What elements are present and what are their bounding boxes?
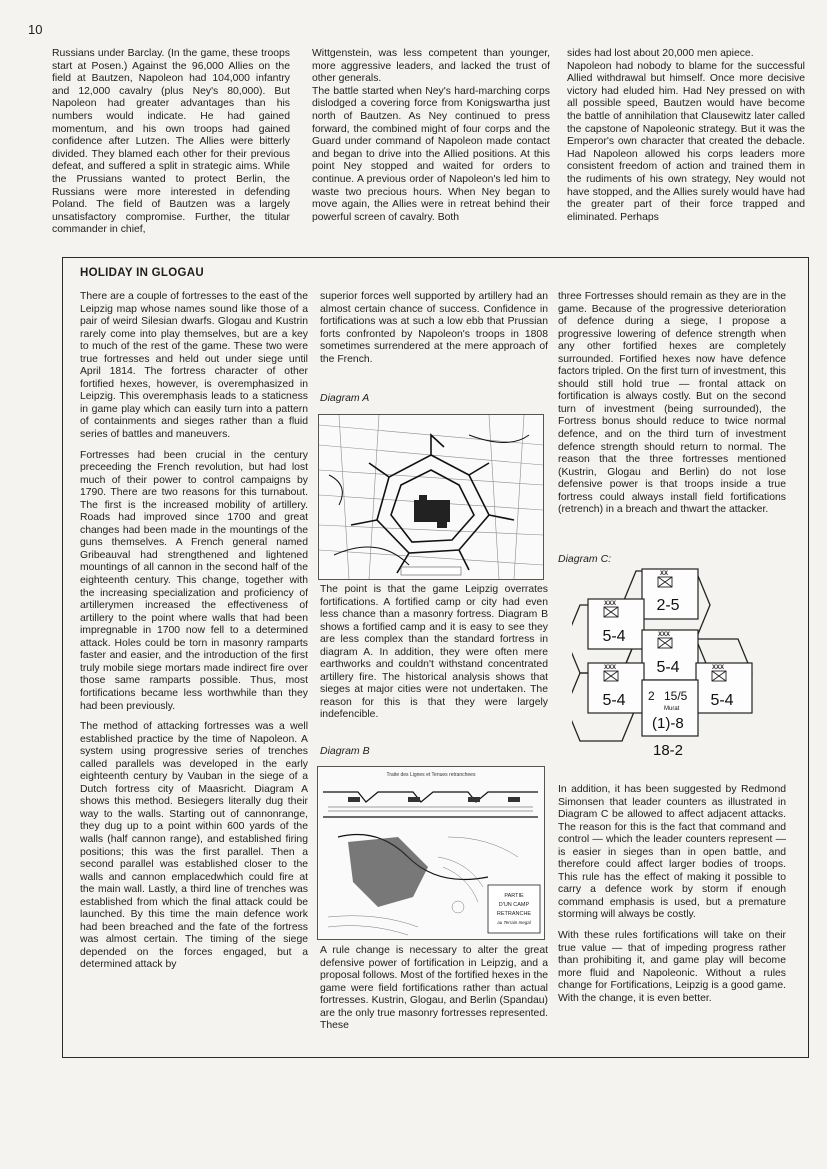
counter-strength: 5-4 (710, 692, 734, 709)
paragraph: sides had lost about 20,000 men apiece. Napoleon had nobody to blame for the successful Allied withdrawal but himself. Once more decisive victory had eluded him. Had Ney pressed on with all possible speed, Bautzen would have become the battle of annihilation that Clausewitz later called the capstone of Napoleonic strategy. But it was the Emperor's own character that created the debacle. Had Napoleon allowed his corps leaders more consistent freedom of action and trained them in the rudiments of his own strategy, Ney would not have stopped, and the Allies surely would have had the greater part of their force trapped and eliminated. Perhaps (567, 48, 805, 223)
counter-strength: 18-2 (652, 742, 684, 759)
page-number: 10 (28, 22, 43, 37)
cartouche-line: RETRANCHE (496, 911, 532, 917)
paragraph: A rule change is necessary to alter the great defensive power of fortification in Leipzig, and a proposal follows. Most of the fortified hexes in the game were field fortifications rather than actual fortresses. Kustrin, Glogau, and Berlin (Spandau) are the only true masonry fortresses represented. These (320, 945, 548, 1032)
cartouche-line: au Terrain Inegal (497, 920, 531, 925)
cartouche-line: D'UN CAMP (498, 902, 530, 908)
paragraph: In addition, it has been suggested by Redmond Simonsen that leader counters as illustrated in Diagram C be allowed to affect adjacent attacks. The reason for this is the fact that command and control — which the leader counters represent — is easier in sieges than in open battle, and therefore could affect larger bodies of troops. This rule has the effect of making it possible to carry a defence work by storm if enough command emphasis is used, but a premature storming will always be costly. (558, 784, 786, 921)
diagram-a-fortress-plan (318, 414, 544, 580)
box-column-1 (80, 291, 308, 972)
box-column-3-bottom (558, 784, 786, 1005)
paragraph: With these rules fortifications will take on their true value — that of impeding progress rather than prohibiting it, and game play will become more fluid and Napoleonic. Without a rules change for Fortifications, Leipzig is a good game. With the change, it is even better. (558, 930, 786, 1004)
diagram-b-label: Diagram B (320, 745, 370, 757)
unit-size: XXX (604, 665, 617, 671)
top-column-1 (52, 48, 290, 237)
box-column-2-top (320, 291, 548, 366)
leader-name: Murat (664, 706, 680, 712)
unit-size: XXX (658, 632, 671, 638)
unit-size: XX (660, 571, 669, 577)
leader-values: 15/5 (664, 689, 688, 703)
paragraph: The point is that the game Leipzig overrates fortifications. A fortified camp or city had even less chance than a masonry fortress. Diagram B shows a fortified camp and it is easy to see they are less complex than the standard fortress in diagram A. In addition, they were often mere earthworks and couldn't withstand concentrated artillery fire. The historical analysis shows that sieges at major cities were not undertaken. The reason for this is that they were largely indefencible. (320, 584, 548, 721)
cartouche-line: PARTIE (504, 893, 524, 899)
paragraph: Wittgenstein, was less competent than younger, more aggressive leaders, and lacked the trust of other generals. The battle started when Ney's hard-marching corps dislodged a covering force from Konigswartha just north of Bautzen. As Ney continued to press forward, the combined might of four corps and the Guard under command of Napoleon made contact and began to drive into the Allied positions. At this point Ney stopped and waited for orders to continue. A previous order of Napoleon's led him to waste two precious hours. When Ney began to move again, the Allies were in retreat behind their powerful screen of cavalry. Both (312, 48, 550, 223)
box-column-3-top (558, 291, 786, 517)
paragraph: Russians under Barclay. (In the game, these troops start at Posen.) Against the 96,000 Allies on the field at Bautzen, Napoleon had 104,000 infantry and 12,000 cavalry (plus Ney's 80,000). But Napoleon had greater advantages than his numbers would indicate. He had gained momentum, and his own troops had gained confidence after Lutzen. The Allies were bitterly divided. They blamed each other for their previous defeat, and suffered a split in strategic aims. While the Prussians wanted to protect Berlin, the Russians were more interested in defending Poland. The field of Bautzen was a largely unsatisfactory compromise. Further, the titular commander in chief, (52, 48, 290, 236)
paragraph: The method of attacking fortresses was a well established practice by the time of Napoleon. A system using progressive series of trenches called parallels was developed in the early eighteenth century by Vauban in the siege of a Dutch fortress city of Maasricht. Diagram A shows this method. Besiegers literally dug their way to the walls. Starting out of cannonrange, they dug up to a point within 600 yards of the walls (half cannon range), and established firing positions; this was the first parallel. Then a second parallel was established closer to the walls and cannon emplacedwhich could fire at the main wall. Lastly, a third line of trenches was established from which the final attack could be launched. By this time the main defence work had been breached and the fate of the fortress was almost certain. The timing of the siege depended on the forces engaged, but a determined attack by (80, 721, 308, 971)
paragraph: superior forces well supported by artillery had an almost certain chance of success. Confidence in fortifications was at such a low ebb that Prussian forts confronted by Napoleon's troops in 1808 sometimes surrendered at the mere approach of the French. (320, 291, 548, 365)
counter-strength: 5-4 (656, 659, 680, 676)
paragraph: There are a couple of fortresses to the east of the Leipzig map whose names sound like those of a pair of weird Silesian dwarfs. Glogau and Kustrin rarely come into play themselves, but are a key to much of the rest of the game. These two were true fortresses and held out under siege until April 1814. The fortress character of other fortified hexes, however, is overemphasized in Leipzig. This overemphasis leads to a staticness in game play which can easily turn into a pattern of containments and sieges rather than a fluid series of battles and maneuvers. (80, 291, 308, 441)
box-column-2-bottom (320, 945, 548, 1033)
top-column-3 (567, 48, 805, 224)
fortress-engraving-icon (319, 415, 543, 579)
paragraph: Fortresses had been crucial in the century preceeding the French revolution, but had lost much of their power to control campaigns by 1790. There are two reasons for this turnabout. The first is the increased mobility of artillery. Roads had improved since 1700 and great changes had been made in the mountings of the guns themselves. A French general named Gribeauval had strengthened and lightened mountings of all cannon in the second half of the eighteenth century. This change, together with the increasing specialization and proficiency of artillerymen increased the effectiveness of artillery to the point where walls that had been impregnable in 1700 now fell to a determined attack. Holes could be torn in masonry ramparts faster and easier, and the introduction of the first truly mobile siege mortars made indirect fire over those same ramparts possible. Thus, most fortifications became less worthwhile than they had been previously. (80, 449, 308, 712)
diagram-b-fortified-camp (317, 766, 545, 940)
camp-engraving-icon (318, 767, 544, 939)
unit-size: XXX (604, 601, 617, 607)
box-column-2-mid (320, 584, 548, 722)
diagram-c-hex-map (572, 563, 802, 763)
unit-size: XXX (712, 665, 725, 671)
diagram-a-label: Diagram A (320, 392, 370, 404)
leader-rating: 2 (648, 689, 655, 703)
counter-strength: 2-5 (656, 597, 680, 614)
diagram-c-label: Diagram C: (558, 553, 612, 565)
diagram-b-caption: Traite des Lignes et Tenues retranchees (386, 772, 476, 778)
top-column-2 (312, 48, 550, 224)
counter-strength: 5-4 (602, 628, 626, 645)
paragraph: three Fortresses should remain as they are in the game. Because of the progressive deterioration of defence during a siege, I propose a progressive lowering of defence strength when any other fortified hexes are completely surrounded. Fortified hexes now have defence factors tripled. On the first turn of investment, this should still hold true — frontal attack on fortification is always costly. But on the second turn of investment (being surrounded), the Fortress bonus should reduce to twice normal defence, and on the third turn of investment defence strength should return to normal. The reason that the three fortresses mentioned (Kustrin, Glogau and Berlin) do not lose defensive power is that troops inside a true fortress could always install field fortifications (retrench) in a breach and thwart the attacker. (558, 291, 786, 516)
box-title: HOLIDAY IN GLOGAU (80, 267, 204, 279)
leader-command: (1)-8 (652, 715, 684, 732)
counter-strength: 5-4 (602, 692, 626, 709)
